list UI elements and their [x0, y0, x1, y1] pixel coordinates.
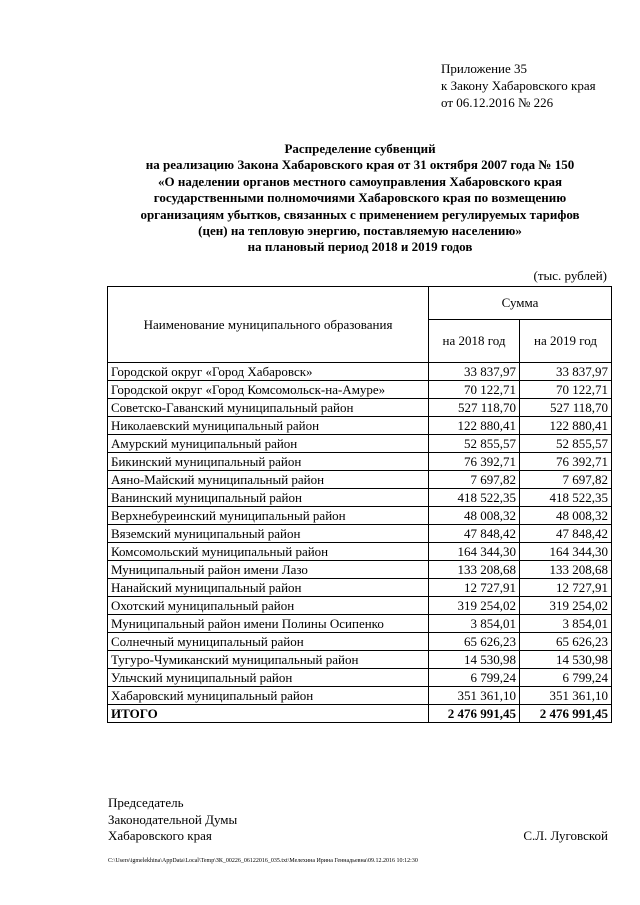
row-amount-2018: 133 208,68	[429, 561, 520, 579]
row-amount-2018: 319 254,02	[429, 597, 520, 615]
row-amount-2019: 48 008,32	[520, 507, 612, 525]
total-row	[108, 705, 612, 723]
total-amount-2019: 2 476 991,45	[520, 705, 612, 723]
header-sum: Сумма	[429, 287, 612, 320]
table-row	[108, 561, 612, 579]
row-amount-2018: 164 344,30	[429, 543, 520, 561]
header-municipality: Наименование муниципального образования	[108, 287, 429, 363]
row-amount-2019: 3 854,01	[520, 615, 612, 633]
row-municipality-name: Солнечный муниципальный район	[108, 633, 429, 651]
row-municipality-name: Ульчский муниципальный район	[108, 669, 429, 687]
row-amount-2018: 351 361,10	[429, 687, 520, 705]
table-row	[108, 381, 612, 399]
table-body	[108, 363, 612, 723]
row-amount-2019: 122 880,41	[520, 417, 612, 435]
row-municipality-name: Хабаровский муниципальный район	[108, 687, 429, 705]
annex-line-3: от 06.12.2016 № 226	[441, 95, 554, 110]
row-amount-2019: 12 727,91	[520, 579, 612, 597]
table-row	[108, 399, 612, 417]
row-amount-2018: 33 837,97	[429, 363, 520, 381]
row-municipality-name: Бикинский муниципальный район	[108, 453, 429, 471]
total-amount-2018: 2 476 991,45	[429, 705, 520, 723]
table-row	[108, 543, 612, 561]
signatory-name: С.Л. Луговской	[523, 828, 608, 843]
row-amount-2018: 122 880,41	[429, 417, 520, 435]
row-amount-2018: 7 697,82	[429, 471, 520, 489]
row-amount-2019: 6 799,24	[520, 669, 612, 687]
title-line-2: на реализацию Закона Хабаровского края от 31 октября 2007 года № 150	[145, 157, 575, 173]
table-row	[108, 525, 612, 543]
table-row	[108, 579, 612, 597]
row-amount-2019: 76 392,71	[520, 453, 612, 471]
row-amount-2019: 319 254,02	[520, 597, 612, 615]
subsidy-table	[107, 286, 612, 723]
row-municipality-name: Вяземский муниципальный район	[108, 525, 429, 543]
row-municipality-name: Амурский муниципальный район	[108, 435, 429, 453]
table-row	[108, 507, 612, 525]
row-amount-2018: 418 522,35	[429, 489, 520, 507]
annex-line-2: к Закону Хабаровского края	[441, 78, 596, 93]
table-row	[108, 489, 612, 507]
annex-reference	[441, 60, 596, 111]
title-line-4: государственными полномочиями Хабаровского края по возмещению	[153, 190, 567, 206]
row-amount-2018: 65 626,23	[429, 633, 520, 651]
header-year-2018: на 2018 год	[429, 320, 520, 363]
signature-line-3: Хабаровского края	[108, 828, 212, 843]
total-label: ИТОГО	[108, 705, 429, 723]
row-amount-2019: 527 118,70	[520, 399, 612, 417]
row-amount-2018: 52 855,57	[429, 435, 520, 453]
row-amount-2018: 76 392,71	[429, 453, 520, 471]
row-amount-2019: 33 837,97	[520, 363, 612, 381]
row-amount-2019: 351 361,10	[520, 687, 612, 705]
row-municipality-name: Верхнебуреинский муниципальный район	[108, 507, 429, 525]
row-municipality-name: Аяно-Майский муниципальный район	[108, 471, 429, 489]
document-title	[95, 141, 625, 256]
row-municipality-name: Муниципальный район имени Полины Осипенко	[108, 615, 429, 633]
title-line-3: «О наделении органов местного самоуправления Хабаровского края	[158, 173, 562, 189]
table-row	[108, 615, 612, 633]
row-municipality-name: Городской округ «Город Хабаровск»	[108, 363, 429, 381]
row-amount-2018: 14 530,98	[429, 651, 520, 669]
title-line-5: организациям убытков, связанных с применением регулируемых тарифов	[140, 206, 580, 222]
row-amount-2019: 7 697,82	[520, 471, 612, 489]
table-row	[108, 435, 612, 453]
title-line-7: на плановый период 2018 и 2019 годов	[247, 239, 473, 255]
footer-file-path: C:\Users\igmelekhina\AppData\Local\Temp\ЗК_00226_06122016_035.txt\Мелехина Ирина Геннадьевна\09.12.2016 10:12:30	[108, 858, 418, 864]
row-amount-2018: 47 848,42	[429, 525, 520, 543]
table-row	[108, 687, 612, 705]
header-year-2019: на 2019 год	[520, 320, 612, 363]
table-row	[108, 633, 612, 651]
row-amount-2018: 70 122,71	[429, 381, 520, 399]
row-amount-2019: 52 855,57	[520, 435, 612, 453]
row-municipality-name: Городской округ «Город Комсомольск-на-Амуре»	[108, 381, 429, 399]
row-amount-2018: 12 727,91	[429, 579, 520, 597]
table-row	[108, 669, 612, 687]
row-amount-2018: 6 799,24	[429, 669, 520, 687]
table-row	[108, 363, 612, 381]
row-municipality-name: Охотский муниципальный район	[108, 597, 429, 615]
row-municipality-name: Советско-Гаванский муниципальный район	[108, 399, 429, 417]
signature-block	[108, 795, 237, 845]
row-municipality-name: Николаевский муниципальный район	[108, 417, 429, 435]
row-municipality-name: Ванинский муниципальный район	[108, 489, 429, 507]
signature-line-2: Законодательной Думы	[108, 811, 238, 827]
title-line-1: Распределение субвенций	[284, 141, 436, 156]
row-amount-2019: 164 344,30	[520, 543, 612, 561]
row-amount-2019: 70 122,71	[520, 381, 612, 399]
units-label: (тыс. рублей)	[533, 268, 607, 283]
row-municipality-name: Муниципальный район имени Лазо	[108, 561, 429, 579]
table-row	[108, 417, 612, 435]
row-amount-2019: 14 530,98	[520, 651, 612, 669]
row-municipality-name: Комсомольский муниципальный район	[108, 543, 429, 561]
row-municipality-name: Нанайский муниципальный район	[108, 579, 429, 597]
row-amount-2019: 65 626,23	[520, 633, 612, 651]
signature-line-1: Председатель	[108, 795, 184, 810]
row-municipality-name: Тугуро-Чумиканский муниципальный район	[108, 651, 429, 669]
row-amount-2019: 418 522,35	[520, 489, 612, 507]
row-amount-2018: 3 854,01	[429, 615, 520, 633]
table-row	[108, 597, 612, 615]
row-amount-2019: 133 208,68	[520, 561, 612, 579]
row-amount-2019: 47 848,42	[520, 525, 612, 543]
row-amount-2018: 48 008,32	[429, 507, 520, 525]
table-row	[108, 651, 612, 669]
table-row	[108, 471, 612, 489]
table-row	[108, 453, 612, 471]
row-amount-2018: 527 118,70	[429, 399, 520, 417]
title-line-6: (цен) на тепловую энергию, поставляемую населению»	[198, 223, 522, 239]
annex-line-1: Приложение 35	[441, 61, 528, 76]
